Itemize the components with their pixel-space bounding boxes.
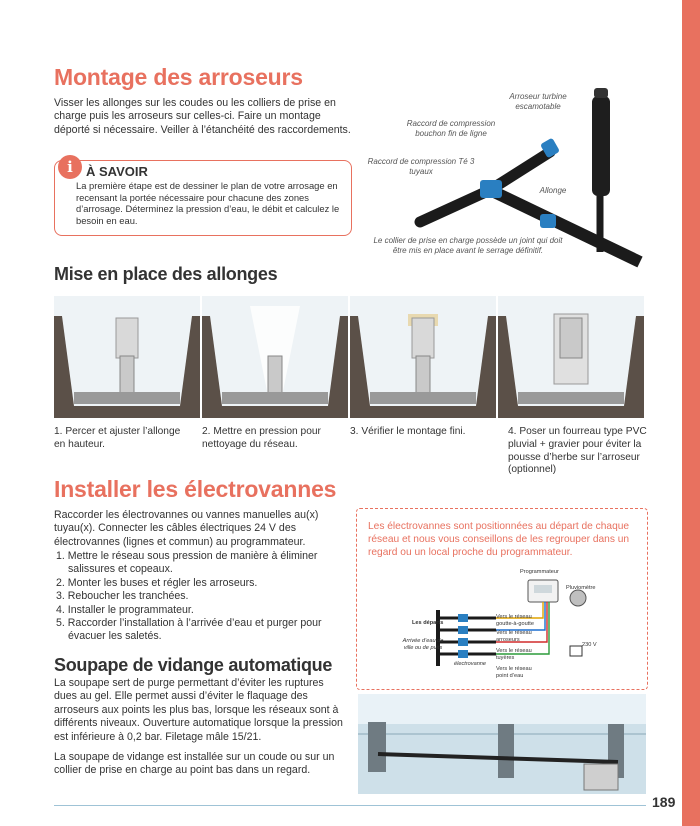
list-item: 1. Mettre le réseau sous pression de manière à éliminer salissures et copeaux.	[56, 550, 318, 576]
step-1-illustration	[54, 296, 200, 418]
savoir-text: La première étape est de dessiner le plan de votre arrosage en recensant la portée nécessaire pour chacune des zones d’arrosage. Déterminez la pression d’eau, le débit et calculez le besoin en eau.	[76, 180, 340, 226]
label-voltage: 230 V	[582, 642, 597, 648]
electrovannes-steps	[54, 550, 344, 644]
list-item: 5. Raccorder l’installation à l’arrivée d’eau et purger pour évacuer les saletés.	[56, 617, 322, 643]
wire-label-tuyeres: Vers le réseau tuyères	[496, 648, 532, 661]
tip-text: Les électrovannes sont positionnées au départ de chaque réseau et nous vous conseillons de les regrouper dans un regard ou un local proche du programmateur.	[368, 521, 630, 558]
label-arrivee: Arrivée d’eau de ville ou de puits	[402, 638, 444, 651]
soupape-text-1: La soupape sert de purge permettant d’éviter les ruptures dues au gel. Elle permet aussi d’éviter le flaquage des arroseurs aux points les plus bas, lorsque les réseaux sont à différents niveaux. Ouverture automatique lorsque la pression est inférieure à 0,2 bar. Filetage mâle 15/21.	[54, 677, 343, 743]
label-pluviometre: Pluviomètre	[566, 585, 596, 591]
label-te: Raccord de compression Té 3 tuyaux	[367, 157, 475, 176]
list-item: 4. Installer le programmateur.	[56, 603, 194, 616]
wire-label-goutte: Vers le réseau goutte-à-goutte	[496, 614, 534, 627]
page-edge-band	[682, 0, 700, 826]
turbine-body	[592, 96, 610, 196]
page-number: 189	[652, 794, 676, 810]
soupape-text-2: La soupape de vidange est installée sur un coude ou sur un collier de prise en charge au point bas dans un regard.	[54, 751, 335, 777]
step-3-caption: 3. Vérifier le montage fini.	[350, 426, 466, 437]
step-2-caption: 2. Mettre en pression pour nettoyage du réseau.	[202, 426, 321, 450]
step-4-caption: 4. Poser un fourreau type PVC pluvial + gravier pour éviter la pousse d’herbe sur l’arroseur (optionnel)	[508, 426, 647, 476]
turbine-head	[594, 88, 608, 98]
step-3-illustration	[350, 296, 496, 418]
montage-text: Visser les allonges sur les coudes ou les colliers de prise en charge puis les arroseurs sur celles-ci. Faire un montage déporté si nécessaire. Veiller à l’étanchéité des raccordements.	[54, 97, 351, 136]
list-item: 3. Reboucher les tranchées.	[56, 590, 189, 603]
section-title-electrovannes: Installer les électrovannes	[54, 476, 337, 502]
list-item: 2. Monter les buses et régler les arroseurs.	[56, 576, 258, 589]
collar-fitting	[540, 214, 556, 228]
step-1-caption: 1. Percer et ajuster l’allonge en hauteur.	[54, 426, 181, 450]
drain-valve-illustration	[358, 694, 646, 794]
te-fitting	[480, 180, 502, 198]
step-4-illustration	[498, 296, 644, 418]
label-programmateur: Programmateur	[520, 569, 559, 575]
electrovannes-intro: Raccorder les électrovannes ou vannes manuelles au(x) tuyau(x). Connecter les câbles électriques 24 V des électrovannes (lignes et commun) au programmateur.	[54, 509, 319, 548]
info-icon: i	[58, 155, 82, 179]
wire-label-arroseurs: Vers le réseau arroseurs	[496, 630, 532, 643]
label-collier: Le collier de prise en charge possède un joint qui doit être mis en place avant le serrage définitif.	[373, 236, 563, 255]
section-title-allonges: Mise en place des allonges	[54, 264, 278, 284]
savoir-title: À SAVOIR	[86, 164, 148, 179]
label-turbine: Arroseur turbine escamotable	[509, 92, 567, 111]
section-title-soupape: Soupape de vidange automatique	[54, 655, 333, 675]
section-title-montage: Montage des arroseurs	[54, 64, 303, 90]
wire-label-point-eau: Vers le réseau point d’eau	[496, 666, 532, 679]
label-electrovanne: électrovanne	[454, 661, 487, 667]
footer-rule	[54, 805, 646, 806]
step-2-illustration	[202, 296, 348, 418]
label-bouchon: Raccord de compression bouchon fin de ligne	[406, 119, 496, 138]
label-allonge: Allonge	[539, 186, 567, 195]
label-departs: Les départs	[412, 620, 444, 626]
